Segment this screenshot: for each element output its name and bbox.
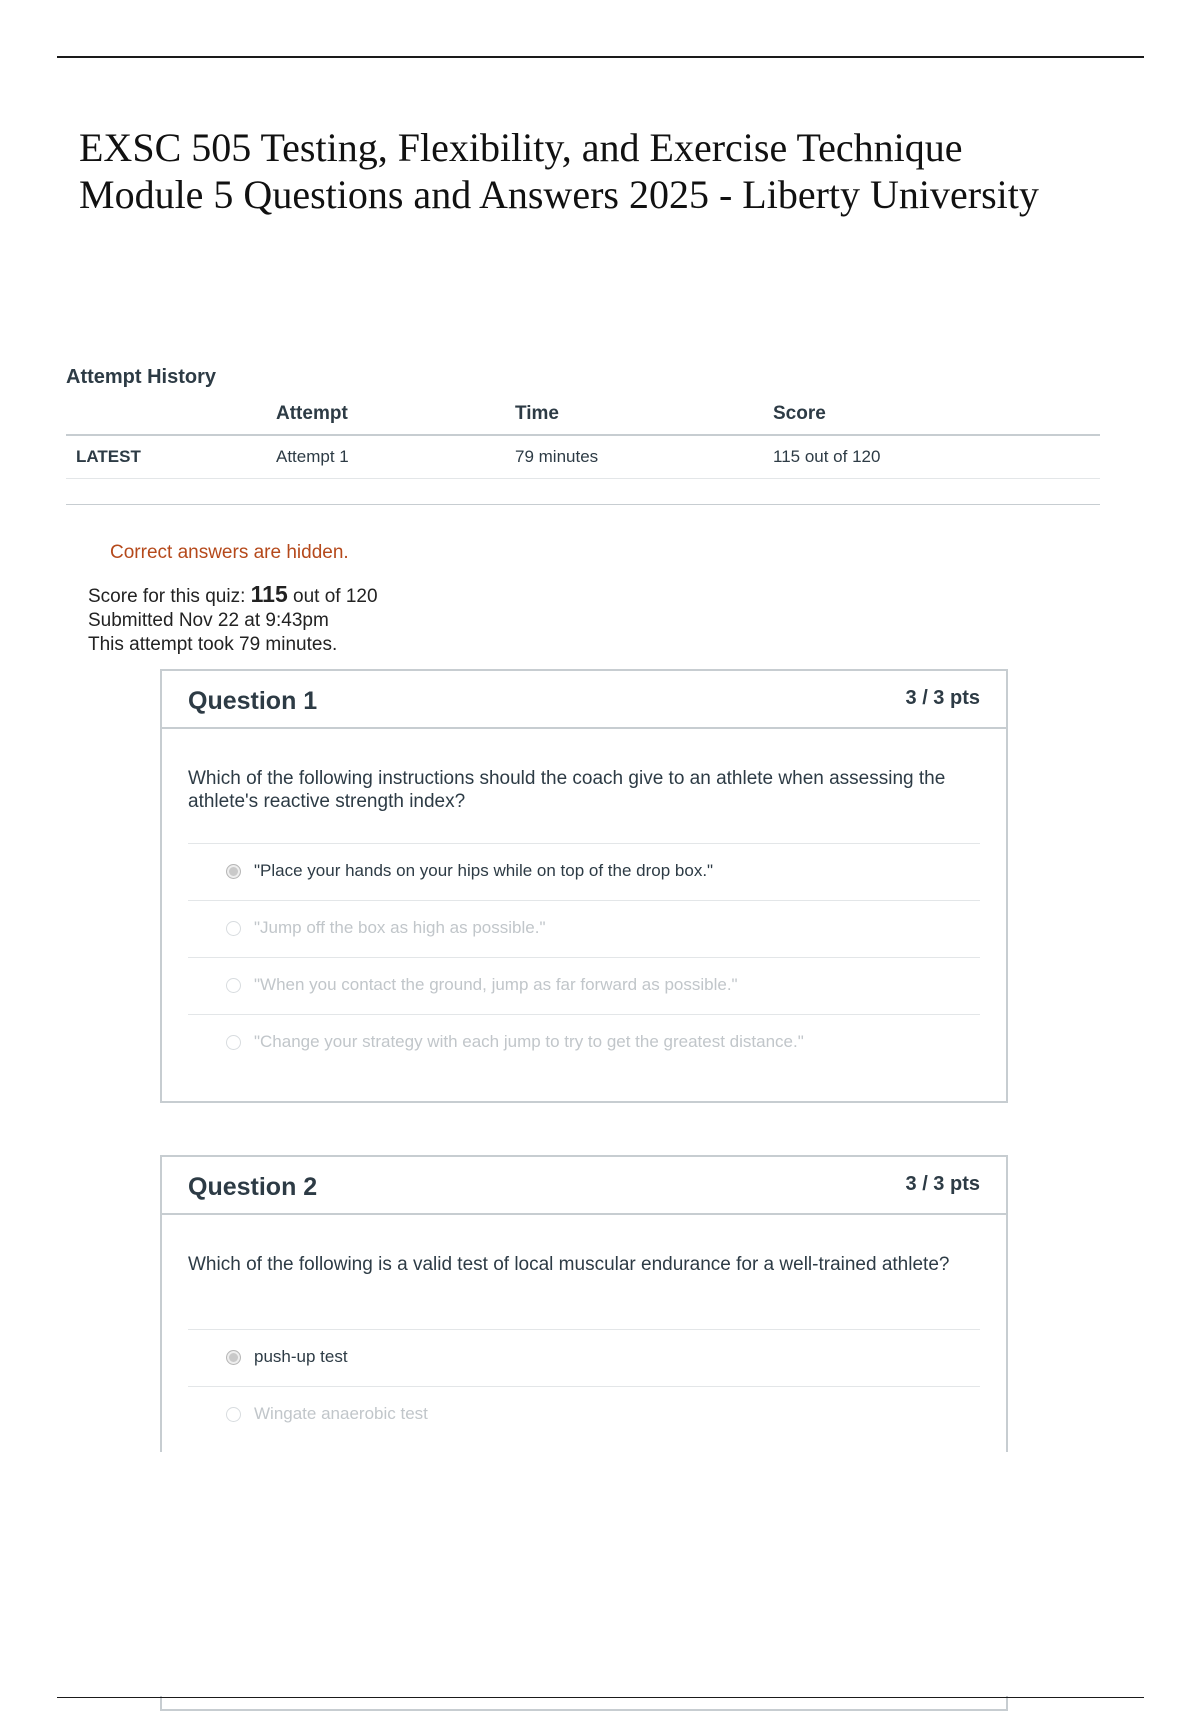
question-title: Question 2 [188,1173,318,1201]
quiz-score-value: 115 [250,581,288,607]
attempt-time: 79 minutes [515,435,773,479]
answer-text: "When you contact the ground, jump as far forward as possible." [254,975,738,994]
column-header-score: Score [773,394,1100,435]
attempt-history-header-row [66,394,1100,435]
answer-text: "Place your hands on your hips while on top of the drop box." [254,861,714,880]
radio-unselected-icon[interactable] [226,921,241,936]
answer-list [188,843,980,1071]
question-card-1 [160,669,1008,1103]
answer-text: "Jump off the box as high as possible." [254,918,546,937]
document-title-line-2: Module 5 Questions and Answers 2025 - Liberty University [79,172,1039,217]
radio-unselected-icon[interactable] [226,978,241,993]
attempt-score: 115 out of 120 [773,435,1100,479]
answer-option[interactable] [188,1386,980,1443]
question-text: Which of the following is a valid test of local muscular endurance for a well-trained athlete? [188,1254,950,1275]
answer-option[interactable] [188,957,980,1014]
answer-text: push-up test [254,1347,348,1366]
answer-option[interactable] [188,900,980,957]
table-row [66,435,1100,479]
quiz-score-suffix: out of 120 [287,586,378,607]
answer-list [188,1329,980,1443]
attempt-history-heading: Attempt History [66,366,217,388]
question-points: 3 / 3 pts [905,687,980,709]
quiz-attempt-duration: This attempt took 79 minutes. [88,634,338,655]
column-header-blank [66,394,276,435]
radio-selected-icon[interactable] [226,864,241,879]
attempt-history-table [66,394,1100,479]
answer-option[interactable] [188,1014,980,1071]
question-text: Which of the following instructions should the coach give to an athlete when assessing the athlete's reactive strength index? [188,768,946,812]
radio-selected-icon[interactable] [226,1350,241,1365]
bottom-rule [57,1697,1144,1698]
page-blank-area [0,1452,1200,1696]
question-points: 3 / 3 pts [905,1173,980,1195]
column-header-time: Time [515,394,773,435]
quiz-submitted-time: Submitted Nov 22 at 9:43pm [88,610,329,631]
radio-unselected-icon[interactable] [226,1035,241,1050]
top-rule [57,56,1144,58]
question-header [162,1157,1006,1215]
radio-unselected-icon[interactable] [226,1407,241,1422]
attempt-link[interactable]: Attempt 1 [276,435,515,479]
answer-text: "Change your strategy with each jump to try to get the greatest distance." [254,1032,804,1051]
quiz-summary [88,582,378,657]
answer-text: Wingate anaerobic test [254,1404,428,1423]
question-title: Question 1 [188,687,318,715]
document-title-line-1: EXSC 505 Testing, Flexibility, and Exercise Technique [79,125,963,170]
quiz-score-line [88,582,378,609]
answer-option[interactable] [188,843,980,900]
column-header-attempt: Attempt [276,394,515,435]
attempt-status-label: LATEST [66,435,276,479]
section-divider [66,504,1100,505]
answer-option[interactable] [188,1329,980,1386]
document-title [79,124,1119,218]
correct-answers-hidden-notice: Correct answers are hidden. [110,542,349,563]
quiz-score-prefix: Score for this quiz: [88,586,251,607]
question-header [162,671,1006,729]
